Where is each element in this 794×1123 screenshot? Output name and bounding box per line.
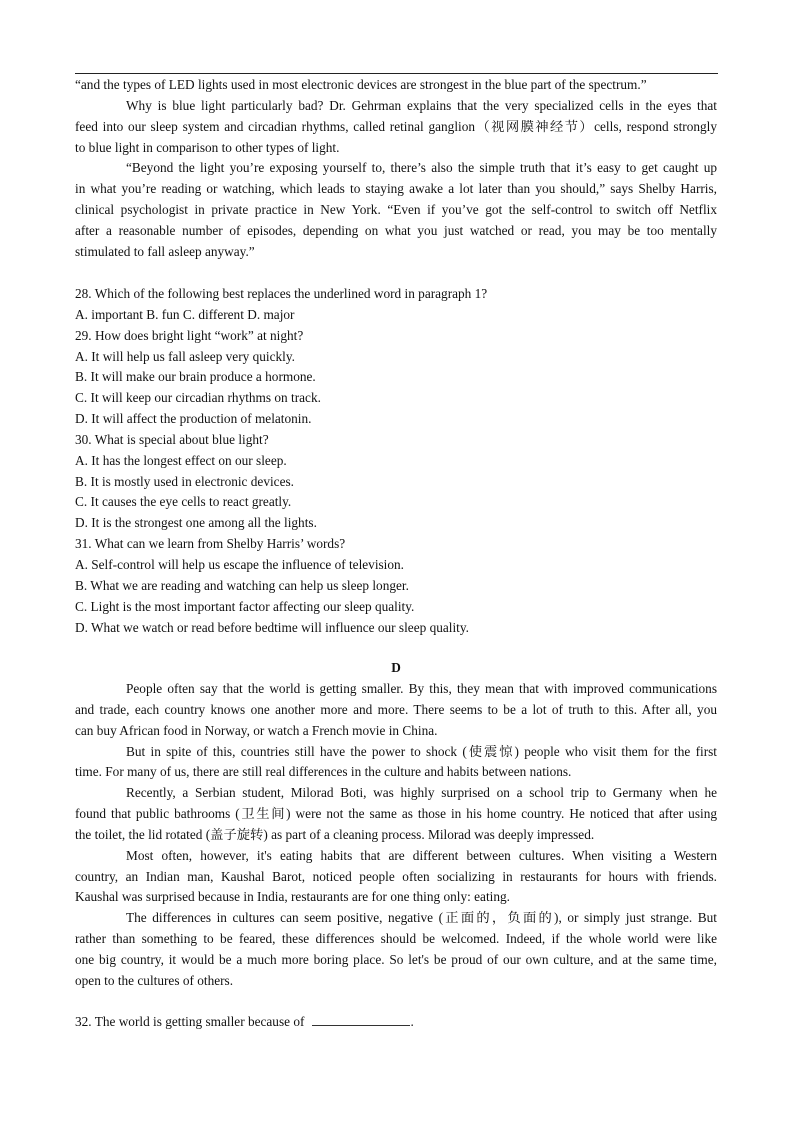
paragraph-line: People often say that the world is getting smaller. By this, they mean that with improved communications	[126, 681, 717, 696]
answer-option: B. What we are reading and watching can help us sleep longer.	[75, 577, 409, 593]
paragraph-line: the toilet, the lid rotated (盖子旋转) as part of a cleaning process. Milorad was deeply impressed.	[75, 826, 595, 842]
question-stem: 31. What can we learn from Shelby Harris’ words?	[75, 536, 346, 552]
paragraph-line: Why is blue light particularly bad? Dr. Gehrman explains that the very specialized cells in the eyes that	[126, 97, 717, 113]
section-d-heading: D	[391, 660, 401, 675]
answer-option: D. It will affect the production of melatonin.	[75, 411, 312, 427]
answer-option: D. What we watch or read before bedtime will influence our sleep quality.	[75, 619, 469, 635]
paragraph-line: after a reasonable number of episodes, depending on what you just watched or read, you may be too mentally	[75, 222, 717, 238]
paragraph-line: country, an Indian man, Kaushal Barot, noticed people often socializing in restaurants for hours with friends.	[75, 868, 717, 884]
question-32	[75, 1012, 717, 1033]
answer-option: D. It is the strongest one among all the lights.	[75, 515, 317, 531]
questions-28-31	[75, 284, 717, 638]
paragraph-line: Most often, however, it's eating habits that are different between cultures. When visiting a Western	[126, 847, 717, 863]
question-end: .	[410, 1014, 414, 1029]
paragraph-line: Kaushal was surprised because in India, restaurants are for one thing only: eating.	[75, 889, 510, 905]
paragraph-line: open to the cultures of others.	[75, 972, 234, 988]
paragraph-line: The differences in cultures can seem positive, negative (正面的，负面的), or simply just strange. But	[126, 910, 717, 926]
question-stem: 28. Which of the following best replaces the underlined word in paragraph 1?	[75, 286, 488, 301]
paragraph-line: But in spite of this, countries still have the power to shock (使震惊) people who visit them for the first	[126, 743, 717, 759]
answer-option: C. Light is the most important factor affecting our sleep quality.	[75, 598, 415, 614]
paragraph-line: “Beyond the light you’re exposing yourself to, there’s also the simple truth that it’s easy to get caught up	[126, 160, 717, 176]
paragraph-line: time. For many of us, there are still real differences in the culture and habits between nations.	[75, 764, 572, 780]
paragraph-line: clinical psychologist in private practice in New York. “Even if you’ve got the self-control to switch off Netflix	[75, 202, 717, 218]
passage-d	[75, 679, 717, 992]
passage-c-continuation	[75, 75, 717, 263]
paragraph-line: stimulated to fall asleep anyway.”	[75, 243, 255, 259]
paragraph-line: can buy African food in Norway, or watch a French movie in China.	[75, 722, 438, 738]
paragraph-line: in what you’re reading or watching, which leads to staying awake a lot later than you should,” says Shelby Harris,	[75, 181, 717, 197]
header-rule	[75, 73, 718, 74]
question-stem: 30. What is special about blue light?	[75, 431, 269, 447]
answer-option: B. It will make our brain produce a hormone.	[75, 369, 316, 385]
answer-option: C. It causes the eye cells to react greatly.	[75, 494, 292, 510]
answer-option: B. It is mostly used in electronic devices.	[75, 473, 294, 489]
paragraph-line: Recently, a Serbian student, Milorad Boti, was highly surprised on a school trip to Germany when he	[126, 785, 717, 801]
paragraph-line: found that public bathrooms (卫生间) were not the same as those in his home country. He noticed that after using	[75, 806, 717, 822]
paragraph-line: to blue light in comparison to other types of light.	[75, 139, 340, 155]
paragraph-line: and trade, each country knows one another more and more. There seems to be a lot of truth to this. After all, you	[75, 701, 717, 717]
paragraph-line: “and the types of LED lights used in most electronic devices are strongest in the blue part of the spectrum.”	[75, 77, 647, 92]
answer-blank[interactable]	[312, 1013, 410, 1026]
paragraph-line: one big country, it would be a much more boring place. So let's be proud of our own culture, and at the same time,	[75, 951, 717, 967]
paragraph-line: rather than something to be feared, these differences should be welcomed. Indeed, if the whole world were like	[75, 931, 717, 947]
answer-option: C. It will keep our circadian rhythms on track.	[75, 390, 321, 406]
answer-option: A. It has the longest effect on our sleep.	[75, 452, 287, 468]
answer-option: A. It will help us fall asleep very quickly.	[75, 348, 295, 364]
answer-option: A. important B. fun C. different D. major	[75, 306, 295, 322]
question-stem: 32. The world is getting smaller because of	[75, 1014, 305, 1029]
question-stem: 29. How does bright light “work” at night?	[75, 327, 304, 343]
paragraph-line: feed into our sleep system and circadian rhythms, called retinal ganglion（视网膜神经节）cells, respond strongly	[75, 118, 717, 134]
answer-option: A. Self-control will help us escape the influence of television.	[75, 556, 405, 572]
